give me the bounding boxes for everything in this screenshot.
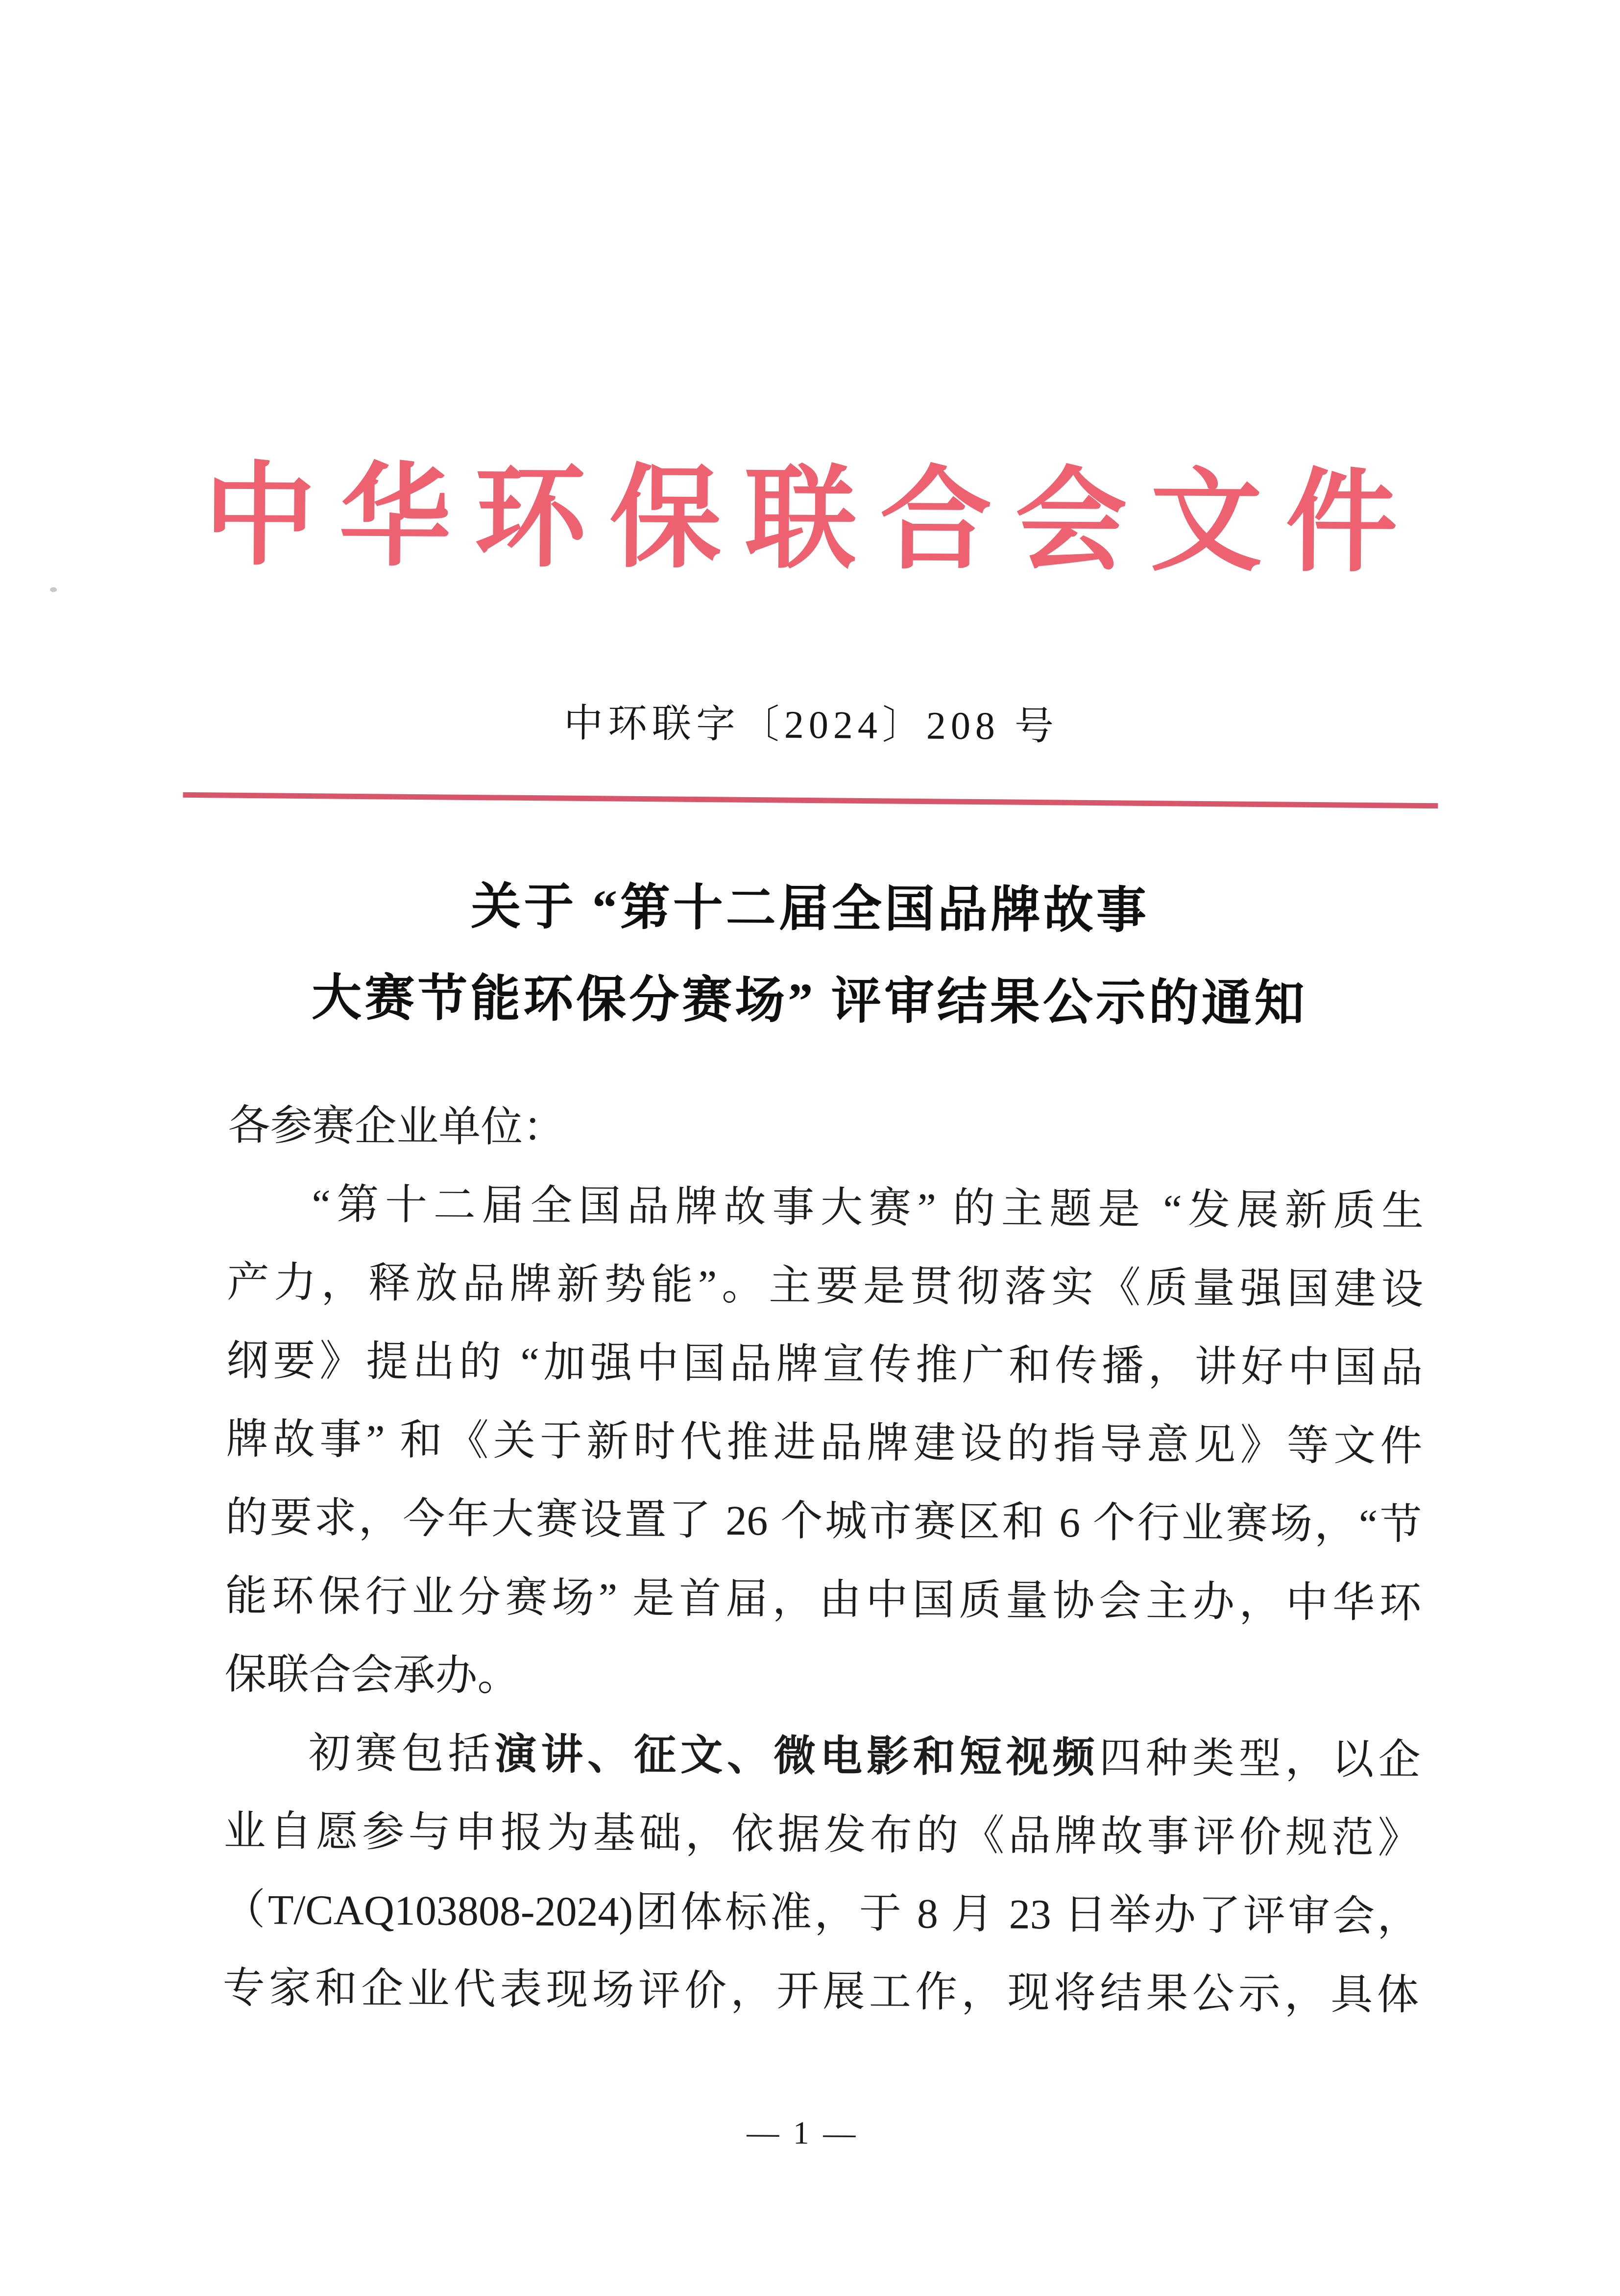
document-title xyxy=(0,858,1620,1052)
paragraph2-line: 专家和企业代表现场评价，开展工作，现将结果公示，具体 xyxy=(222,1964,1419,2019)
paragraph1-line: 产力，释放品牌新势能”。主要是贯彻落实《质量强国建设 xyxy=(227,1258,1424,1313)
document-title-line2: 大赛节能环保分赛场” 评审结果公示的通知 xyxy=(311,970,1308,1032)
paragraph2-line: （T/CAQ103808-2024)团体标准，于 8 月 23 日举办了评审会， xyxy=(223,1885,1420,1940)
bold-contest-types: 演讲、征文、微电影和短视频 xyxy=(494,1731,1100,1782)
document-body xyxy=(222,1086,1425,2034)
paragraph2-line1-suffix: 四种类型，以企 xyxy=(1099,1734,1421,1783)
paragraph2-line xyxy=(224,1713,1421,1799)
org-header-title: 中华环保联合会文件 xyxy=(203,455,1422,586)
salutation-line: 各参赛企业单位： xyxy=(228,1101,565,1151)
paragraph2-line: 业自愿参与申报为基础，依据发布的《品牌故事评价规范》 xyxy=(223,1807,1420,1862)
scan-artifact-dot xyxy=(50,587,57,592)
paragraph1-line: “第十二届全国品牌故事大赛” 的主题是 “发展新质生 xyxy=(312,1180,1424,1235)
paragraph1-line: 能环保行业分赛场” 是首届，由中国质量协会主办，中华环 xyxy=(225,1572,1422,1627)
document-title-line1: 关于 “第十二届全国品牌故事 xyxy=(471,879,1150,939)
document-number: 中环联字〔2024〕208 号 xyxy=(563,702,1059,749)
paragraph1-line: 牌故事” 和《关于新时代推进品牌建设的指导意见》等文件 xyxy=(226,1415,1423,1470)
paragraph2-line1-prefix: 初赛包括 xyxy=(308,1729,495,1778)
paragraph1-line: 纲要》提出的 “加强中国品牌宣传推广和传播，讲好中国品 xyxy=(226,1337,1423,1392)
red-divider-line xyxy=(183,792,1438,808)
page-number: — 1 — xyxy=(747,2115,859,2151)
paragraph1-line: 保联合会承办。 xyxy=(224,1650,520,1700)
paragraph1-line: 的要求，今年大赛设置了 26 个城市赛区和 6 个行业赛场，“节 xyxy=(225,1493,1422,1548)
